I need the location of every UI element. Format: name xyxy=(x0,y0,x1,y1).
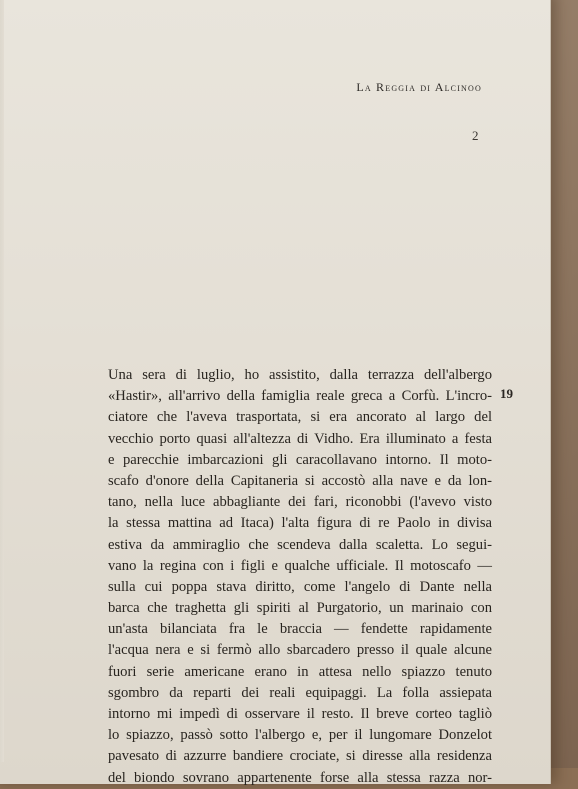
text-line: ciatore che l'aveva trasportata, si era ancorato al largo del xyxy=(108,409,492,426)
text-line: sgombro da reparti dei reali equipaggi. La folla assiepata xyxy=(108,684,492,701)
text-line: l'acqua nera e si fermò allo sbarcadero presso il quale alcune xyxy=(108,642,492,659)
text-line: «Hastir», all'arrivo della famiglia reale greca a Corfù. L'incro- xyxy=(108,388,492,405)
text-line: tano, nella luce abbagliante dei fari, riconobbi (l'avevo visto xyxy=(108,494,492,511)
text-line: Una sera di luglio, ho assistito, dalla terrazza dell'albergo xyxy=(108,367,492,383)
text-line: barca che traghetta gli spiriti al Purgatorio, un marinaio con xyxy=(108,600,492,617)
text-line: pavesato di azzurre bandiere crociate, si diresse alla residenza xyxy=(108,748,492,765)
text-line: del biondo sovrano appartenente forse alla stessa razza nor- xyxy=(108,769,492,786)
text-line: intorno mi impedì di osservare il resto. Il breve corteo tagliò xyxy=(108,706,492,722)
text-line: sulla cui poppa stava diritto, come l'angelo di Dante nella xyxy=(108,578,492,595)
text-line: la stessa mattina ad Itaca) l'alta figura di re Paolo in divisa xyxy=(108,515,492,532)
text-line: fuori serie americane erano in attesa nello spiazzo tenuto xyxy=(108,663,492,680)
text-line: vecchio porto quasi all'altezza di Vidho. Era illuminato a festa xyxy=(108,430,492,447)
chapter-number: 2 xyxy=(472,128,479,143)
text-line: scafo d'onore della Capitaneria si accostò alla nave e da lon- xyxy=(108,472,492,489)
text-line: estiva da ammiraglio che scendeva dalla scaletta. Lo segui- xyxy=(108,536,492,553)
running-header-title: La Reggia di Alcinoo xyxy=(356,80,482,94)
text-line: lo spiazzo, passò sotto l'albergo e, per il lungomare Donzelot xyxy=(108,727,492,744)
body-paragraph xyxy=(108,365,492,789)
text-line: un'asta bilanciata fra le braccia — fendette rapidamente xyxy=(108,621,492,638)
text-line: vano la regina con i figli e qualche ufficiale. Il motoscafo — xyxy=(108,557,492,574)
page-gutter-edge xyxy=(0,0,4,762)
page-number: 19 xyxy=(500,386,513,401)
text-line: e parecchie imbarcazioni gli caracollavano intorno. Il moto- xyxy=(108,451,492,468)
